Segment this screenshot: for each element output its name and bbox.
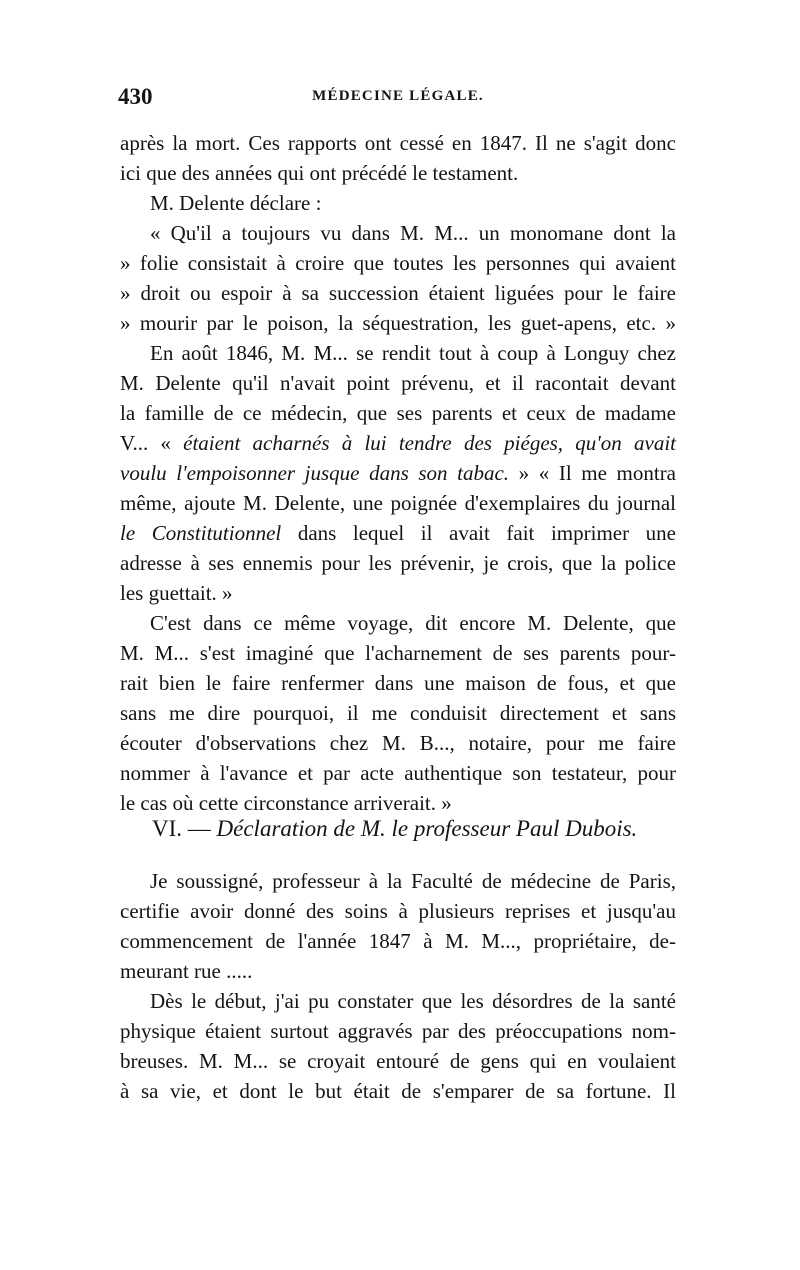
section-title: Déclaration de M. le professeur Paul Dubois. [216,816,638,841]
running-title: MÉDECINE LÉGALE. [312,88,484,104]
italic-quote: voulu l'empoisonner jusque dans son tabac. [120,461,510,485]
text-line: C'est dans ce même voyage, dit encore M. Delente, que [150,611,676,635]
text-line: sans me dire pourquoi, il me conduisit directement et sans [120,701,676,725]
text-line: M. M... s'est imaginé que l'acharnement de ses parents pour- [120,641,676,665]
quote-line: » droit ou espoir à sa succession étaient liguées pour le faire [120,281,676,305]
running-header [118,84,678,116]
text-line: Dès le début, j'ai pu constater que les désordres de la santé [150,989,676,1013]
text-line: adresse à ses ennemis pour les prévenir, je crois, que la police [120,551,676,575]
text-line: En août 1846, M. M... se rendit tout à coup à Longuy chez [150,341,676,365]
text-line: le cas où cette circonstance arriverait. » [120,791,452,815]
quote-line: » mourir par le poison, la séquestration, les guet-apens, etc. » [120,311,676,335]
text-line: Je soussigné, professeur à la Faculté de médecine de Paris, [150,869,676,893]
text-line: M. Delente déclare : [150,191,322,215]
section-heading [152,812,672,846]
text-line: à sa vie, et dont le but était de s'emparer de sa fortune. Il [120,1079,676,1103]
text-line: même, ajoute M. Delente, une poignée d'exemplaires du journal [120,491,676,515]
text-line: certifie avoir donné des soins à plusieurs reprises et jusqu'au [120,899,676,923]
text-line: écouter d'observations chez M. B..., notaire, pour me faire [120,731,676,755]
text-line [120,458,676,488]
page-number: 430 [118,84,153,109]
text-line: M. Delente qu'il n'avait point prévenu, et il racontait devant [120,371,676,395]
quote-line: « Qu'il a toujours vu dans M. M... un monomane dont la [150,221,676,245]
text-line: breuses. M. M... se croyait entouré de gens qui en voulaient [120,1049,676,1073]
text-line: physique étaient surtout aggravés par des préoccupations nom- [120,1019,676,1043]
text-line: nommer à l'avance et par acte authentique son testateur, pour [120,761,676,785]
italic-quote: étaient acharnés à lui tendre des piéges, qu'on avait [183,431,676,455]
text-line: rait bien le faire renfermer dans une maison de fous, et que [120,671,676,695]
text-span: » « Il me montra [509,461,677,485]
text-line: ici que des années qui ont précédé le testament. [120,161,519,185]
text-line: les guettait. » [120,581,233,605]
text-line [120,518,676,548]
text-line [120,428,676,458]
text-line: après la mort. Ces rapports ont cessé en 1847. Il ne s'agit donc [120,131,676,155]
text-line: meurant rue ..... [120,959,253,983]
newspaper-title: le Constitutionnel [120,521,282,545]
text-span: dans lequel il avait fait imprimer une [281,521,677,545]
section-number: VI. — [152,816,217,841]
quote-line: » folie consistait à croire que toutes les personnes qui avaient [120,251,676,275]
text-line: la famille de ce médecin, que ses parents et ceux de madame [120,401,676,425]
text-line: commencement de l'année 1847 à M. M..., propriétaire, de- [120,929,676,953]
text-span: V... « [120,431,184,455]
